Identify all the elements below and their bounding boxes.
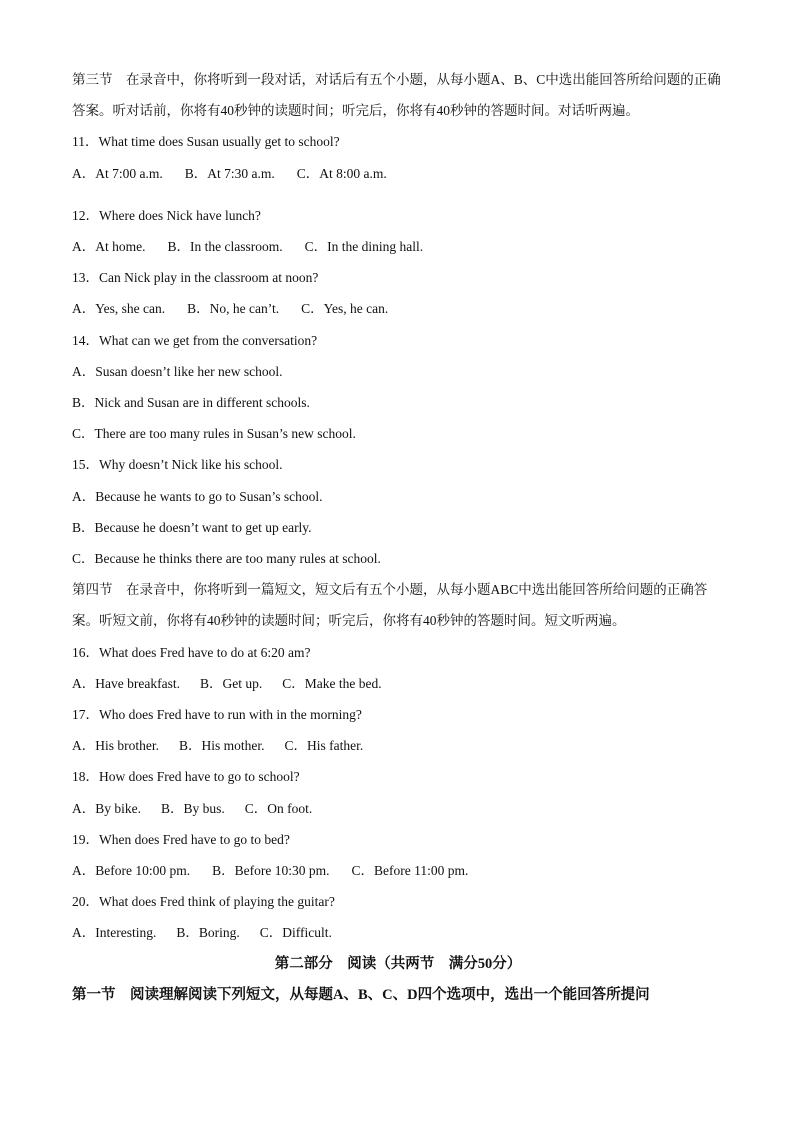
question-15-option-b: B．Because he doesn’t want to get up early. <box>72 519 312 535</box>
option-a: A．Have breakfast. <box>72 675 180 691</box>
question-15-option-c: C．Because he thinks there are too many rules at school. <box>72 551 381 567</box>
option-a: A．By bike. <box>72 800 141 816</box>
question-14-option-c: C．There are too many rules in Susan’s new school. <box>72 426 356 442</box>
question-15-option-a: A．Because he wants to go to Susan’s school. <box>72 488 323 504</box>
question-16-options <box>72 668 724 699</box>
question-15: 15．Why doesn’t Nick like his school. <box>72 457 283 473</box>
reading-section-1-instructions: 第一节 阅读理解阅读下列短文，从每题A、B、C、D四个选项中，选出一个能回答所提问 <box>72 986 650 1003</box>
option-c: C．In the dining hall. <box>304 239 424 255</box>
question-12-options <box>72 231 724 262</box>
option-c: C．Make the bed. <box>282 675 382 691</box>
option-a: A．Yes, she can. <box>72 301 166 317</box>
question-18-options <box>72 793 724 824</box>
question-13: 13．Can Nick play in the classroom at noon? <box>72 270 319 286</box>
option-c: C．His father. <box>284 738 364 754</box>
part-2-title: 第二部分 阅读（共两节 满分50分） <box>274 955 522 972</box>
question-19: 19．When does Fred have to go to bed? <box>72 831 290 847</box>
question-11-options <box>72 158 724 189</box>
question-17-options <box>72 730 724 761</box>
exam-content <box>72 64 724 1011</box>
option-c: C．Difficult. <box>259 925 332 941</box>
option-b: B．By bus. <box>161 800 225 816</box>
question-14-option-a: A．Susan doesn’t like her new school. <box>72 363 283 379</box>
option-a: A．At 7:00 a.m. <box>72 165 163 181</box>
option-b: B．No, he can’t. <box>187 301 280 317</box>
option-a: A．His brother. <box>72 738 159 754</box>
option-a: A．Interesting. <box>72 925 157 941</box>
option-c: C．At 8:00 a.m. <box>296 165 387 181</box>
section-3-instructions: 第三节 在录音中，你将听到一段对话，对话后有五个小题，从每小题A、B、C中选出能回答所给问题的正确答案。听对话前，你将有40秒钟的读题时间；听完后，你将有40秒钟的答题时间。对话听两遍。 <box>72 72 721 119</box>
option-c: C．Before 11:00 pm. <box>351 863 469 879</box>
option-b: B．His mother. <box>179 738 265 754</box>
option-b: B．In the classroom. <box>167 239 283 255</box>
question-13-options <box>72 293 724 324</box>
question-16: 16．What does Fred have to do at 6:20 am? <box>72 644 311 660</box>
option-a: A．At home. <box>72 239 146 255</box>
question-14: 14．What can we get from the conversation? <box>72 332 318 348</box>
question-20-options <box>72 917 724 948</box>
question-12: 12．Where does Nick have lunch? <box>72 207 261 223</box>
option-b: B．At 7:30 a.m. <box>184 165 275 181</box>
option-b: B．Get up. <box>199 675 263 691</box>
section-4-instructions: 第四节 在录音中，你将听到一篇短文，短文后有五个小题，从每小题ABC中选出能回答所给问题的正确答案。听短文前，你将有40秒钟的读题时间；听完后，你将有40秒钟的答题时间。短文听两遍。 <box>72 582 708 629</box>
question-20: 20．What does Fred think of playing the guitar? <box>72 894 335 910</box>
option-c: C．Yes, he can. <box>301 301 389 317</box>
question-14-option-b: B．Nick and Susan are in different schools. <box>72 395 310 411</box>
question-17: 17．Who does Fred have to run with in the morning? <box>72 707 362 723</box>
question-19-options <box>72 855 724 886</box>
option-c: C．On foot. <box>244 800 313 816</box>
option-b: B．Boring. <box>176 925 240 941</box>
question-18: 18．How does Fred have to go to school? <box>72 769 300 785</box>
question-11: 11．What time does Susan usually get to school? <box>72 134 340 150</box>
option-a: A．Before 10:00 pm. <box>72 863 191 879</box>
option-b: B．Before 10:30 pm. <box>212 863 330 879</box>
